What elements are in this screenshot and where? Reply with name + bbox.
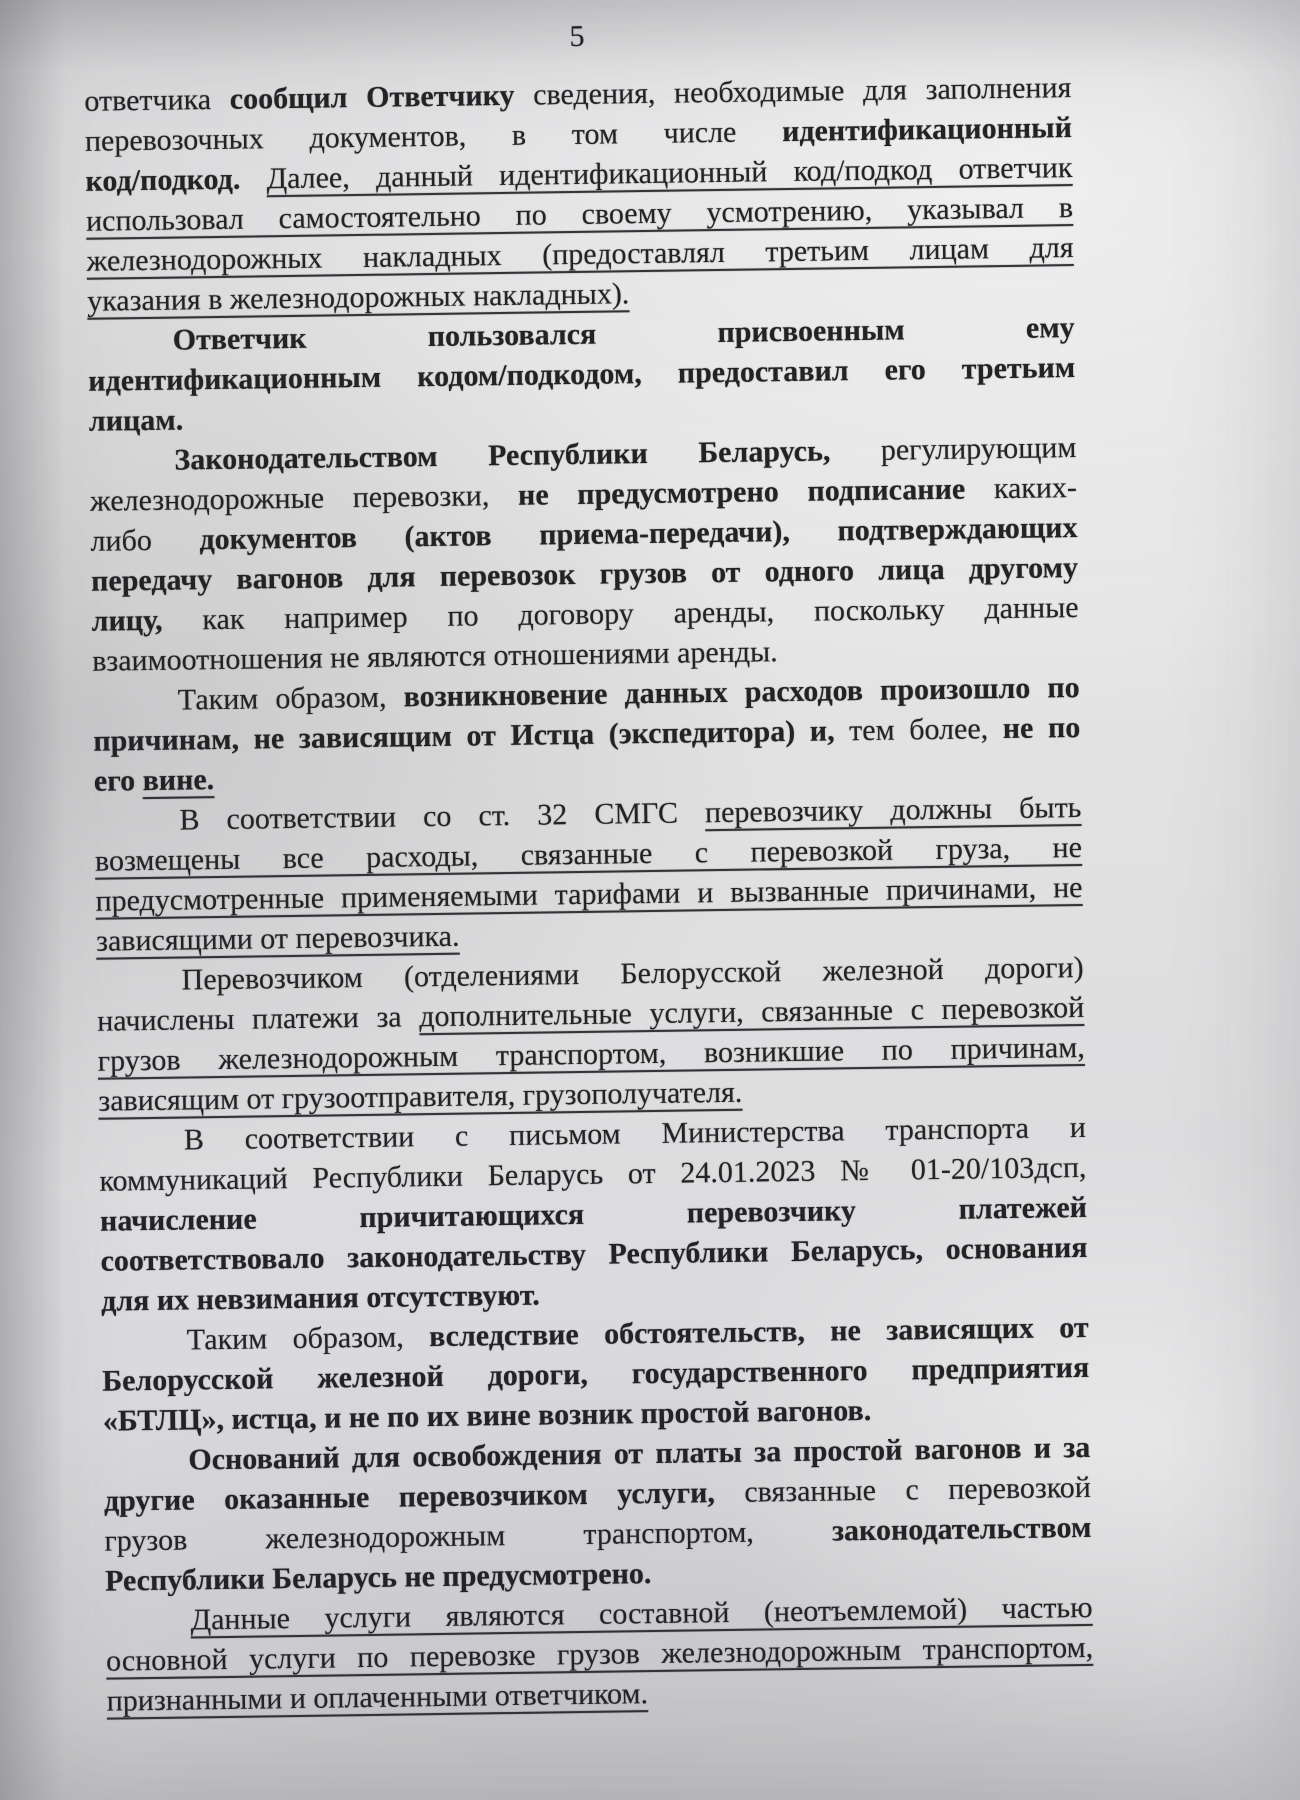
text-segment: идентификационным кодом/подкодом, предоставил его третьим [88,351,1076,398]
text-segment: Республики Беларусь не предусмотрено. [104,1557,652,1598]
text-segment: код/подкод. [85,162,267,198]
text-segment: вине. [142,763,215,798]
page-number: 5 [569,19,585,54]
text-segment: Перевозчиком (отделениями Белорусской железной дороги) [181,950,1084,997]
text-segment: начислены платежи за [97,1000,420,1038]
text-segment: сведения, необходимые для заполнения [532,71,1072,112]
text-segment: Ответчик пользовался присвоенным ему [172,311,1075,357]
text-segment: лицам. [88,403,184,438]
text-segment: зависящими от перевозчика. [95,919,460,958]
text-segment: либо [90,523,200,558]
text-segment: ответчика [84,82,230,118]
text-segment: железнодорожных накладных (предоставлял третьим лицам для [86,231,1074,278]
text-segment: коммуникаций Республики Беларусь от 24.01.2023 № 01-20/103дсп, [99,1150,1087,1198]
text-segment: грузов железнодорожным транспортом, возникшие по причинам, [97,1030,1085,1078]
text-segment: Таким образом, [186,1320,430,1357]
text-segment: начисление причитающихся перевозчику платежей [99,1190,1088,1238]
text-segment: соответствовало законодательству Республики Беларусь, основания [100,1230,1088,1278]
text-segment: причинам, не зависящим от Истца (экспедитора) и, [93,714,850,758]
text-segment: передачу вагонов для перевозок грузов от одного лица другому [90,550,1079,598]
text-segment: грузов железнодорожным транспортом, [104,1514,833,1558]
text-segment: для их невзимания отсутствуют. [100,1278,541,1318]
text-segment: другие оказанные перевозчиком услуги, [103,1475,745,1518]
text-segment: использовал самостоятельно по своему усмотрению, указывал в [85,191,1074,238]
text-segment: В соответствии с письмом Министерства транспорта и [183,1110,1087,1157]
text-segment: тем более, [848,712,1003,748]
text-segment: дополнительные услуги, связанные с перевозкой [419,990,1085,1034]
text-segment: перевозочных документов, в том числе [84,115,783,158]
text-segment: возмещены все расходы, связанные с перевозкой груза, не [94,830,1083,878]
text-segment: «БТЛЦ», истца, и не по их вине возник простой вагонов. [102,1393,872,1438]
text-segment: лицу, [91,603,203,638]
text-segment: железнодорожные перевозки, [89,478,519,518]
text-segment: В соответствии со ст. 32 СМГС [179,796,706,837]
text-segment: идентификационный [781,111,1073,149]
text-segment: не предусмотрено подписание [517,472,995,512]
text-segment: регулирующим [880,431,1077,467]
text-segment: Данные услуги являются составной (неотъемлемой) частью [190,1590,1093,1637]
text-segment: взаимоотношения не являются отношениями аренды. [91,635,778,678]
text-segment: не по [1002,710,1081,746]
text-segment: основной услуги по перевозке грузов железнодорожным транспортом, [105,1630,1094,1678]
text-segment: связанные с перевозкой [744,1470,1092,1509]
text-segment: как например по договору аренды, поскольку данные [202,590,1079,637]
text-segment: признанными и оплаченными ответчиком. [106,1677,649,1718]
text-segment: Белорусской железной дороги, государственного предприятия [102,1350,1090,1398]
document-body [84,68,1094,1722]
text-segment: Таким образом, [177,680,404,717]
text-segment: Оснований для освобождения от платы за простой вагонов и за [188,1430,1091,1477]
text-segment: сообщил Ответчику [229,78,534,116]
text-segment: Далее, данный идентификационный код/подкод ответчик [266,151,1073,196]
text-segment: указания в железнодорожных накладных). [86,277,630,318]
text-segment: его [93,764,143,798]
text-segment: перевозчику должны быть [704,790,1082,830]
text-segment: вследствие обстоятельств, не зависящих от [428,1310,1089,1354]
text-segment: зависящим от грузоотправителя, грузополучателя. [98,1075,743,1118]
text-segment: возникновение данных расходов произошло по [403,670,1080,714]
text-segment: законодательством [831,1510,1092,1548]
text-segment: каких- [993,471,1078,506]
text-segment: предусмотренные применяемыми тарифами и вызванные причинами, не [95,870,1083,918]
text-segment: документов (актов приема-передачи), подтверждающих [199,511,1078,557]
text-segment: Законодательством Республики Беларусь, [174,433,882,477]
